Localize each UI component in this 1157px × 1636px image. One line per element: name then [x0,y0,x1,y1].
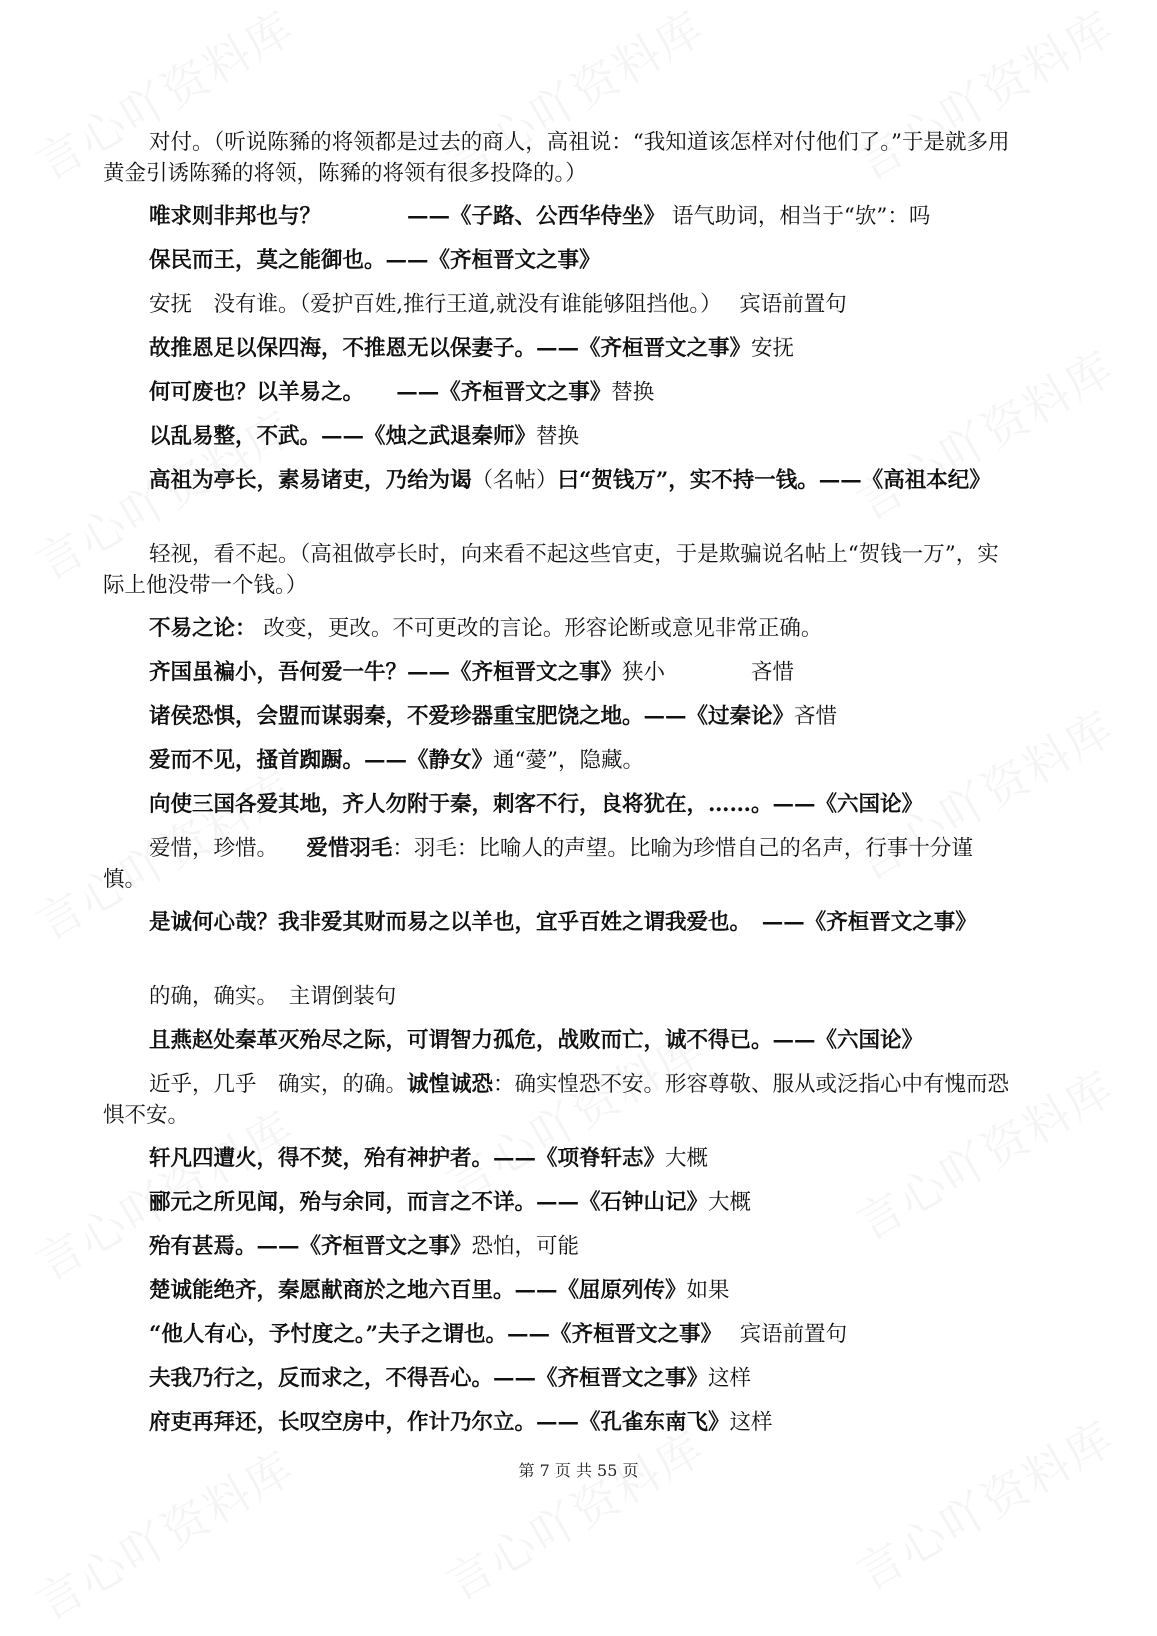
plain-text: ：确实惶恐不安。形容尊敬、服从或泛指心中有愧而恐惧不安。 [103,1072,1010,1128]
bold-text: 以乱易整，不武。——《烛之武退秦师》 [149,424,537,449]
text-line [103,1319,1013,1350]
text-line [103,1187,1013,1218]
bold-text: “他人有心，予忖度之。”夫子之谓也。——《齐桓晋文之事》 [149,1322,712,1347]
bold-text: 诸侯恐惧，会盟而谋弱秦，不爱珍器重宝肥饶之地。——《过秦论》 [149,704,795,729]
plain-text: 替换 [536,424,580,449]
plain-text: ：羽毛：比喻人的声望。比喻为珍惜自己的名声，行事十分谨慎。 [103,836,973,892]
text-line [103,421,1013,452]
plain-text: 对付。（听说陈豨的将领都是过去的商人，高祖说：“我知道该怎样对付他们了。”于是就多用黄金引诱陈豨的将领，陈豨的将领有很多投降的。） [103,130,1010,186]
text-line [103,1275,1013,1306]
plain-text: 这样 [729,1410,773,1435]
plain-text: 狭小 吝惜 [622,660,795,685]
text-line [103,1231,1013,1262]
plain-text: 改变，更改。不可更改的言论。形容论断或意见非常正确。 [256,616,823,641]
text-line [103,1025,1013,1056]
plain-text: 轻视，看不起。（高祖做亭长时，向来看不起这些官吏，于是欺骗说名帖上“贺钱一万”，实际上他没带一个钱。） [103,542,999,598]
text-line [103,127,1013,189]
plain-text: 通“薆”，隐藏。 [493,748,644,773]
plain-text: （名帖） [471,468,558,493]
plain-text: 这样 [708,1366,752,1391]
bold-text: 爱而不见，搔首踟蹰。——《静女》 [149,748,494,773]
bold-text: ——《子路、公西华侍坐》 [407,204,666,229]
bold-text: 高祖为亭长，素易诸吏，乃绐为谒 [149,468,472,493]
text-line [103,1143,1013,1174]
text-line [103,289,1013,320]
bold-text: 楚诚能绝齐，秦愿献商於之地六百里。——《屈原列传》 [149,1278,687,1303]
watermark [433,1412,715,1613]
bold-text: 府吏再拜还，长叹空房中，作计乃尔立。——《孔雀东南飞》 [149,1410,730,1435]
bold-text: 曰“贺钱万”，实不持一钱。——《高祖本纪》 [557,468,991,493]
bold-text: ——《齐桓晋文之事》 [396,380,612,405]
text-line [103,701,1013,732]
text-line [103,245,1013,276]
plain-text: 安抚 没有谁。（爱护百姓,推行王道,就没有谁能够阻挡他。） 宾语前置句 [149,292,847,317]
bold-text: 齐国虽褊小，吾何爱一牛？——《齐桓晋文之事》 [149,660,623,685]
plain-text [321,204,407,229]
plain-text: 语气助词，相当于“欤”：吗 [665,204,931,229]
plain-text: 吝惜 [794,704,838,729]
bold-text: 轩凡四遭火，得不焚，殆有神护者。——《项脊轩志》 [149,1146,666,1171]
bold-text: 不易之论： [149,616,257,641]
bold-text: 郦元之所见闻，殆与余同，而言之不详。——《石钟山记》 [149,1190,709,1215]
text-line [103,465,1013,496]
page-footer: 第 7 页 共 55 页 [518,1461,639,1480]
bold-text: 殆有甚焉。——《齐桓晋文之事》 [149,1234,472,1259]
plain-text: 的确，确实。 主谓倒装句 [149,984,397,1009]
plain-text: 近乎，几乎 确实，的确。 [149,1072,408,1097]
plain-text: 如果 [686,1278,730,1303]
bold-text: 诚惶诚恐 [407,1072,494,1097]
text-line [103,789,1013,820]
plain-text: 替换 [611,380,655,405]
text-line [103,613,1013,644]
text-line [103,1407,1013,1438]
plain-text [353,380,396,405]
plain-text: 大概 [708,1190,752,1215]
bold-text: 向使三国各爱其地，齐人勿附于秦，刺客不行，良将犹在，……。——《六国论》 [149,792,924,817]
text-line [103,1363,1013,1394]
plain-text: 恐怕，可能 [471,1234,580,1259]
bold-text: 故推恩足以保四海，不推恩无以保妻子。——《齐桓晋文之事》 [149,336,752,361]
bold-text: 唯求则非邦也与？ [149,204,322,229]
text-line [103,377,1013,408]
plain-text: 大概 [665,1146,709,1171]
text-line [103,981,1013,1012]
bold-text: 保民而王，莫之能御也。——《齐桓晋文之事》 [149,248,601,273]
text-line [103,1069,1013,1131]
text-line [103,333,1013,364]
text-line [103,539,1013,601]
text-line [103,907,1013,938]
plain-text: 爱惜，珍惜。 [149,836,307,861]
text-line [103,201,1013,232]
text-line [103,833,1013,895]
bold-text: 且燕赵处秦革灭殆尽之际，可谓智力孤危，战败而亡，诚不得已。——《六国论》 [149,1028,924,1053]
plain-text: 安抚 [751,336,795,361]
text-line [103,745,1013,776]
bold-text: 是诚何心哉？我非爱其财而易之以羊也，宜乎百姓之谓我爱也。 ——《齐桓晋文之事》 [149,910,977,935]
text-line [103,657,1013,688]
bold-text: 何可废也？以羊易之。 [149,380,354,405]
bold-text: 夫我乃行之，反而求之，不得吾心。——《齐桓晋文之事》 [149,1366,709,1391]
bold-text: 爱惜羽毛 [306,836,393,861]
plain-text: 宾语前置句 [711,1322,848,1347]
